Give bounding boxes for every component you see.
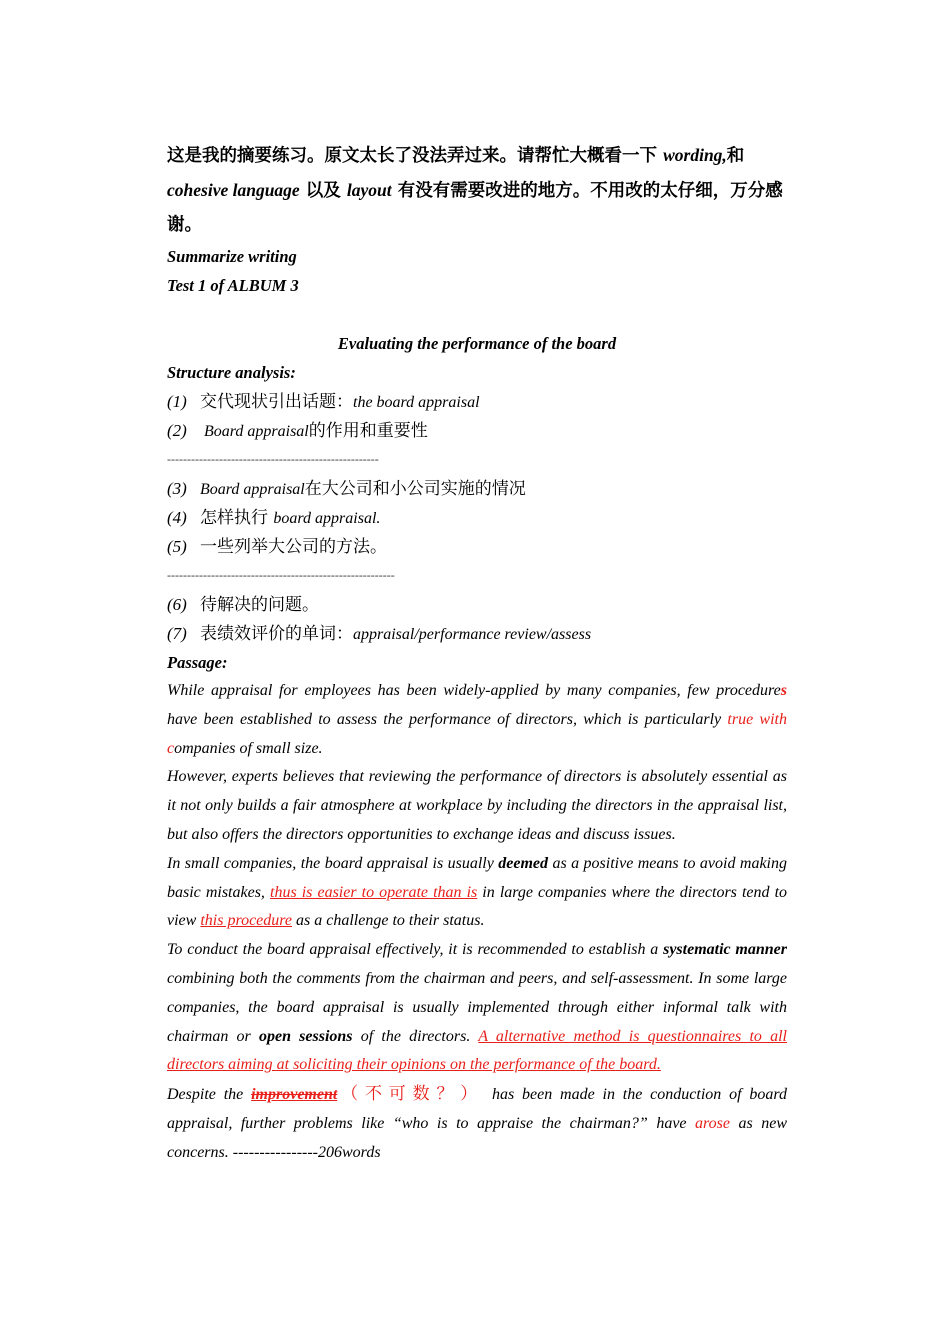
- passage-label: Passage:: [167, 653, 228, 672]
- text-run: as a challenge to their status.: [292, 912, 485, 930]
- structure-zh: 交代现状引出话题：: [200, 392, 353, 412]
- text-run: To conduct the board appraisal effectively, it is recommended to establish a: [167, 941, 664, 959]
- structure-item-1: [167, 387, 787, 416]
- text-run: Despite the: [167, 1086, 252, 1104]
- intro-text-4: 有没有需要改进的地方。不用改的太仔细，万分感谢。: [167, 181, 783, 235]
- passage-paragraph-5: [167, 1080, 787, 1167]
- passage-paragraph-3: [167, 850, 787, 936]
- structure-item-4: [167, 503, 787, 532]
- structure-num: (3): [167, 479, 187, 498]
- correction-mark: A alternative method is questionnaires to all directors aiming at soliciting their opinions on the performance of the board.: [167, 1027, 787, 1074]
- structure-num: (2): [167, 421, 187, 440]
- structure-num: (5): [167, 537, 187, 556]
- structure-zh: 的作用和重要性: [308, 421, 428, 441]
- structure-item-2: [167, 416, 787, 445]
- text-run: In small companies, the board appraisal is usually: [167, 854, 499, 872]
- heading-summarize: Summarize writing: [167, 247, 297, 266]
- correction-mark: improvement: [251, 1086, 338, 1104]
- intro-text-1: 这是我的摘要练习。原文太长了没法弄过来。请帮忙大概看一下: [167, 146, 664, 166]
- correction-mark: true with c: [167, 710, 787, 757]
- divider: -----------------------------------------------------: [167, 452, 379, 466]
- structure-en: board appraisal.: [273, 510, 381, 527]
- passage-paragraph-4: [167, 936, 787, 1080]
- structure-en: appraisal/performance review/assess: [353, 626, 592, 643]
- structure-en: the board appraisal: [353, 394, 480, 411]
- structure-num: (6): [167, 595, 187, 614]
- heading-test: Test 1 of ALBUM 3: [167, 276, 299, 295]
- structure-item-7: [167, 619, 787, 648]
- text-run: in large companies where the directors tend to view: [167, 883, 788, 930]
- intro-text-2: 和: [726, 146, 745, 166]
- structure-label: Structure analysis:: [167, 363, 296, 382]
- text-run: While appraisal for employees has been widely-applied by many companies, few procedure: [167, 682, 781, 699]
- correction-note: （不可数？）: [337, 1084, 485, 1105]
- passage-paragraph-2: However, experts believes that reviewing the performance of directors is absolutely essential as it not only builds a fair atmosphere at workplace by including the directors in the appraisal list, but also offers the directors opportunities to exchange ideas and discuss issues.: [167, 768, 787, 843]
- structure-zh: 怎样执行: [200, 508, 274, 528]
- structure-num: (7): [167, 624, 187, 643]
- intro-layout: layout: [346, 180, 392, 200]
- text-run: as a positive means to avoid making basic mistakes,: [167, 854, 788, 901]
- highlighted-word: systematic manner: [663, 941, 787, 959]
- intro-text-3: 以及: [299, 181, 347, 201]
- structure-zh: 在大公司和小公司实施的情况: [304, 479, 526, 499]
- structure-zh: 一些列举大公司的方法。: [200, 537, 387, 557]
- structure-en: Board appraisal: [200, 481, 305, 498]
- structure-en: Board appraisal: [200, 423, 309, 440]
- structure-zh: 表绩效评价的单词：: [200, 624, 353, 644]
- passage-title: Evaluating the performance of the board: [337, 334, 617, 353]
- text-run: as new concerns. ----------------206words: [167, 1114, 788, 1161]
- text-run: has been made in the conduction of board appraisal, further problems like “who is to appraise the chairman?” have: [167, 1086, 788, 1132]
- intro-note: [167, 138, 787, 242]
- text-run: combining both the comments from the chairman and peers, and self-assessment. In some large companies, the board appraisal is usually implemented through either informal talk with chairman or: [167, 969, 787, 1045]
- correction-mark: this procedure: [200, 912, 293, 930]
- structure-zh: 待解决的问题。: [200, 595, 319, 615]
- highlighted-word: open sessions: [258, 1027, 353, 1045]
- text-run: ompanies of small size.: [174, 739, 323, 757]
- correction-mark: arose: [695, 1114, 730, 1132]
- passage-paragraph-1: [167, 677, 787, 763]
- text-run: have been established to assess the performance of directors, which is particularly: [167, 710, 728, 728]
- document-page: [167, 138, 787, 1168]
- intro-cohesive: cohesive language: [167, 180, 300, 200]
- structure-item-3: [167, 474, 787, 503]
- structure-item-6: [167, 590, 787, 619]
- intro-wording: wording,: [663, 145, 727, 165]
- divider: ---------------------------------------------------------: [167, 568, 395, 582]
- correction-mark: s: [780, 682, 787, 699]
- correction-mark: thus is easier to operate than is: [270, 883, 478, 901]
- structure-item-5: [167, 532, 787, 561]
- structure-num: (4): [167, 508, 187, 527]
- structure-num: (1): [167, 392, 187, 411]
- text-run: of the directors.: [352, 1027, 479, 1045]
- highlighted-word: deemed: [498, 854, 549, 872]
